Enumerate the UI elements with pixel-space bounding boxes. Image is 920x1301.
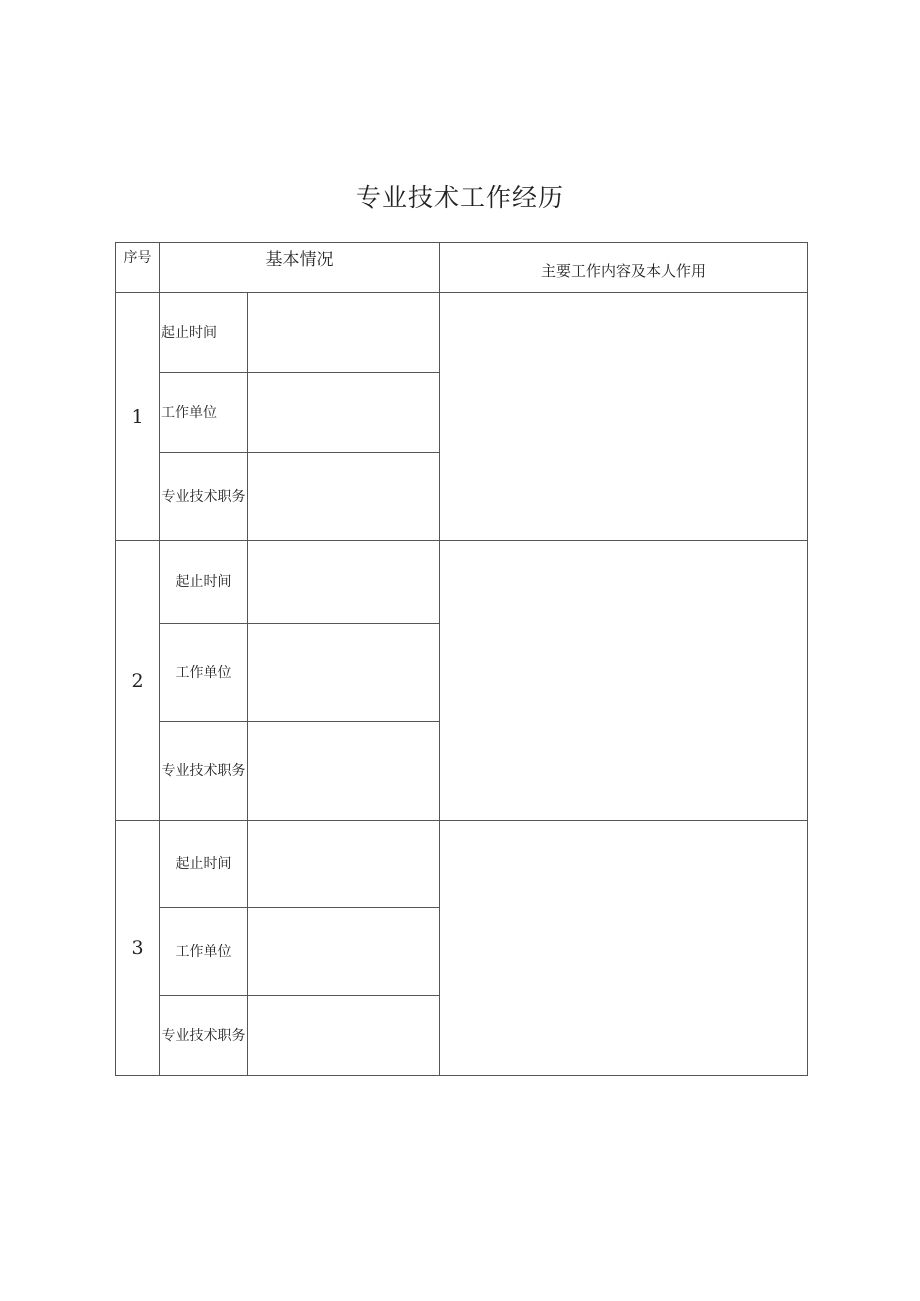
entry-2-label-period: 起止时间: [160, 541, 248, 624]
entry-3-seq: 3: [116, 821, 160, 1076]
entry-1-employer-value[interactable]: [248, 373, 440, 453]
entry-1-main-content[interactable]: [440, 293, 808, 541]
work-experience-table: [115, 242, 808, 1076]
entry-3-label-title: 专业技术职务: [160, 996, 248, 1076]
entry-2-main-content[interactable]: [440, 541, 808, 821]
entry-2-period-value[interactable]: [248, 541, 440, 624]
header-basic-info: 基本情况: [160, 243, 440, 293]
header-seq: 序号: [116, 243, 160, 293]
entry-1-period-value[interactable]: [248, 293, 440, 373]
entry-3-title-value[interactable]: [248, 996, 440, 1076]
entry-1-title-value[interactable]: [248, 453, 440, 541]
entry-1-label-employer: 工作单位: [160, 373, 248, 453]
entry-1-seq: 1: [116, 293, 160, 541]
entry-1-row-period: [116, 293, 808, 373]
entry-1-label-title: 专业技术职务: [160, 453, 248, 541]
entry-3-label-period: 起止时间: [160, 821, 248, 908]
entry-2-seq: 2: [116, 541, 160, 821]
entry-3-period-value[interactable]: [248, 821, 440, 908]
page-title: 专业技术工作经历: [355, 183, 564, 212]
entry-3-label-employer: 工作单位: [160, 908, 248, 996]
entry-1-label-period: 起止时间: [160, 293, 248, 373]
entry-2-label-employer: 工作单位: [160, 624, 248, 722]
entry-2-employer-value[interactable]: [248, 624, 440, 722]
entry-2-title-value[interactable]: [248, 722, 440, 821]
entry-3-employer-value[interactable]: [248, 908, 440, 996]
header-row: [116, 243, 808, 293]
entry-3-row-period: [116, 821, 808, 908]
entry-3-main-content[interactable]: [440, 821, 808, 1076]
header-main-content: 主要工作内容及本人作用: [440, 243, 808, 293]
entry-2-label-title: 专业技术职务: [160, 722, 248, 821]
entry-2-row-period: [116, 541, 808, 624]
